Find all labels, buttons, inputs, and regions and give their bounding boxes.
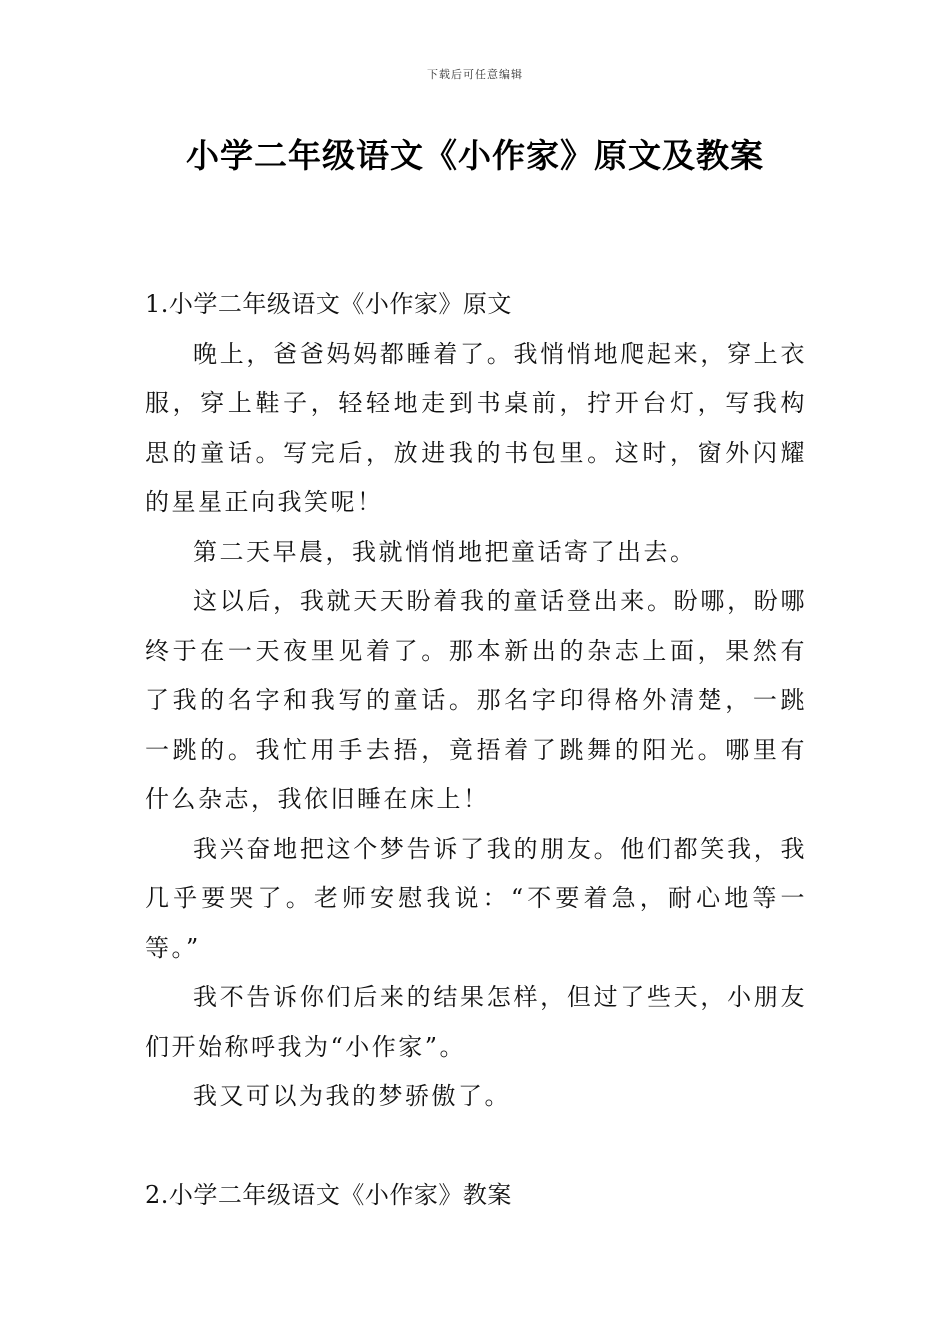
document-body — [145, 280, 807, 1220]
section-spacer — [145, 1122, 807, 1171]
paragraph: 第二天早晨，我就悄悄地把童话寄了出去。 — [193, 537, 697, 566]
document-title: 小学二年级语文《小作家》原文及教案 — [186, 136, 764, 175]
paragraph: 晚上，爸爸妈妈都睡着了。我悄悄地爬起来，穿上衣服，穿上鞋子，轻轻地走到书桌前，拧开台灯，写我构思的童话。写完后，放进我的书包里。这时，窗外闪耀的星星正向我笑呢！ — [145, 339, 807, 516]
paragraph: 我不告诉你们后来的结果怎样，但过了些天，小朋友们开始称呼我为“小作家”。 — [145, 983, 807, 1061]
paragraph: 我兴奋地把这个梦告诉了我的朋友。他们都笑我，我几乎要哭了。老师安慰我说：“不要着急，耐心地等一等。” — [145, 834, 807, 962]
section-heading-original: 1.小学二年级语文《小作家》原文 — [145, 290, 512, 318]
paragraph: 我又可以为我的梦骄傲了。 — [193, 1082, 511, 1110]
section-heading-lesson-plan: 2.小学二年级语文《小作家》教案 — [145, 1180, 512, 1209]
paragraph: 这以后，我就天天盼着我的童话登出来。盼哪，盼哪终于在一天夜里见着了。那本新出的杂志上面，果然有了我的名字和我写的童话。那名字印得格外清楚，一跳一跳的。我忙用手去捂，竟捂着了跳舞的阳光。哪里有什么杂志，我依旧睡在床上！ — [145, 587, 807, 813]
header-note: 下载后可任意编辑 — [427, 68, 523, 81]
